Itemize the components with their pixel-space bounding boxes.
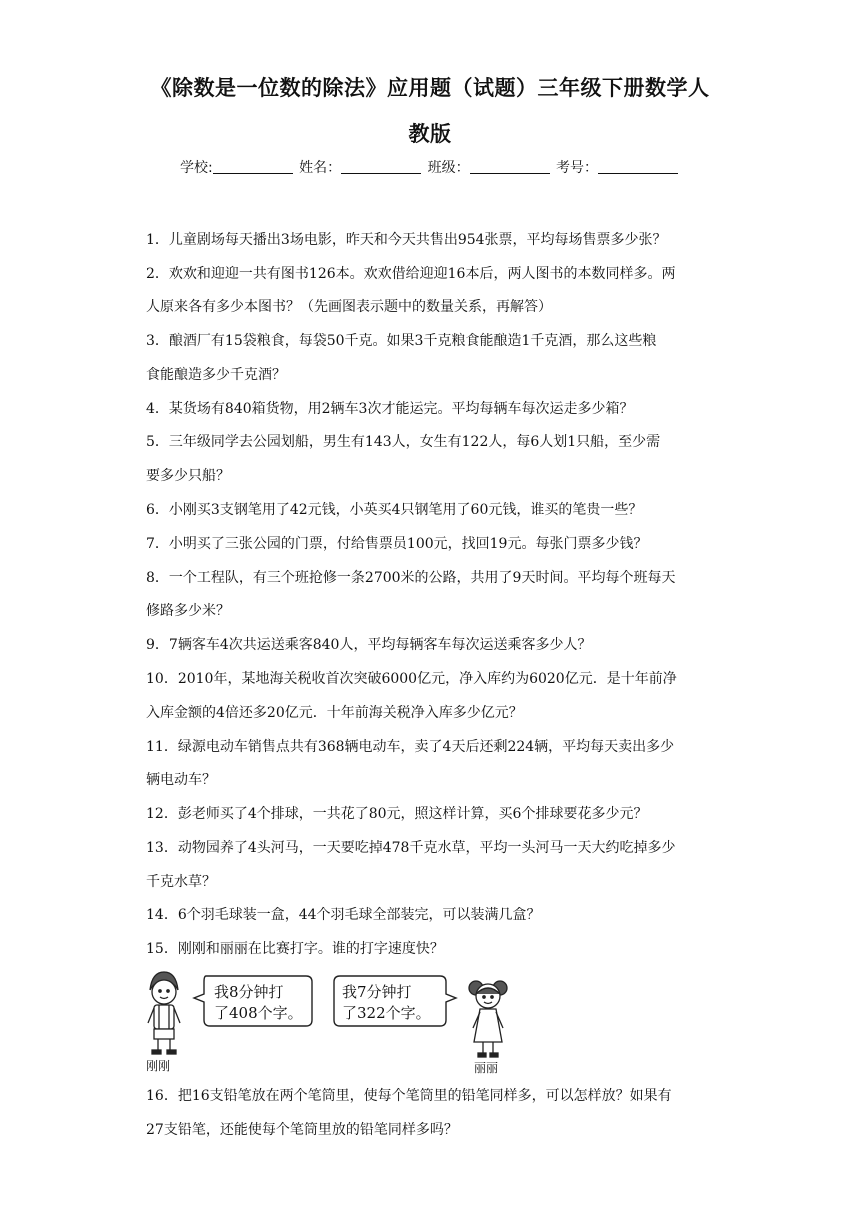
question-line: 9．7辆客车4次共运送乘客840人，平均每辆客车每次运送乘客多少人？ [146, 637, 592, 653]
name-label: 姓名： [299, 160, 342, 176]
question-line: 辆电动车？ [146, 772, 216, 788]
question-line: 13．动物园养了4头河马，一天要吃掉478千克水草，平均一头河马一天大约吃掉多少 [146, 840, 676, 856]
question-line: 3．酿酒厂有15袋粮食，每袋50千克。如果3千克粮食能酿造1千克酒，那么这些粮 [146, 333, 657, 349]
question-line: 7．小明买了三张公园的门票，付给售票员100元，找回19元。每张门票多少钱？ [146, 536, 648, 552]
question-line: 10．2010年，某地海关税收首次突破6000亿元，净入库约为6020亿元．是十年前净 [146, 671, 677, 687]
question-line: 15．刚刚和丽丽在比赛打字。谁的打字速度快？ [146, 941, 444, 957]
question-line: 2．欢欢和迎迎一共有图书126本。欢欢借给迎迎16本后，两人图书的本数同样多。两 [146, 266, 676, 282]
page-title-line1: 《除数是一位数的除法》应用题（试题）三年级下册数学人 [150, 76, 710, 100]
boy-bubble-line1: 我8分钟打 [214, 983, 284, 1001]
question-line: 6．小刚买3支钢笔用了42元钱，小英买4只钢笔用了60元钱，谁买的笔贵一些？ [146, 502, 643, 518]
question-line: 14．6个羽毛球装一盒，44个羽毛球全部装完，可以装满几盒？ [146, 907, 541, 923]
question-line: 要多少只船？ [146, 468, 230, 484]
question-line: 12．彭老师买了4个排球，一共花了80元，照这样计算，买6个排球要花多少元？ [146, 806, 648, 822]
girl-bubble-line2: 了322个字。 [342, 1004, 431, 1022]
question-line: 食能酿造多少千克酒？ [146, 367, 286, 383]
question-line: 入库金额的4倍还多20亿元．十年前海关税净入库多少亿元？ [146, 705, 523, 721]
page-title-line2: 教版 [408, 122, 452, 146]
school-label: 学校: [179, 160, 213, 176]
class-field[interactable] [470, 159, 550, 174]
girl-bubble-line1: 我7分钟打 [342, 983, 412, 1001]
girl-name: 丽丽 [474, 1061, 499, 1075]
typing-race-illustration [140, 968, 520, 1076]
girl-figure [469, 981, 507, 1057]
exam-no-field[interactable] [598, 159, 678, 174]
question-line: 11．绿源电动车销售点共有368辆电动车，卖了4天后还剩224辆，平均每天卖出多少 [146, 739, 675, 755]
question-line: 千克水草？ [146, 874, 216, 890]
question-line: 4．某货场有840箱货物，用2辆车3次才能运完。平均每辆车每次运走多少箱？ [146, 401, 634, 417]
question-line: 27支铅笔，还能使每个笔筒里放的铅笔同样多吗？ [146, 1122, 458, 1138]
question-line: 人原来各有多少本图书？（先画图表示题中的数量关系，再解答） [146, 299, 552, 315]
question-line: 1．儿童剧场每天播出3场电影，昨天和今天共售出954张票，平均每场售票多少张？ [146, 232, 667, 248]
student-info-line [0, 157, 860, 177]
question-line: 5．三年级同学去公园划船，男生有143人，女生有122人，每6人划1只船，至少需 [146, 434, 661, 450]
name-field[interactable] [341, 159, 421, 174]
boy-figure [148, 972, 180, 1054]
exam-no-label: 考号： [556, 160, 599, 176]
question-line: 修路多少米？ [146, 603, 230, 619]
question-line: 16．把16支铅笔放在两个笔筒里，使每个笔筒里的铅笔同样多，可以怎样放？如果有 [146, 1088, 672, 1104]
boy-bubble-line2: 了408个字。 [214, 1004, 303, 1022]
class-label: 班级： [427, 160, 470, 176]
boy-name: 刚刚 [146, 1059, 171, 1073]
school-field[interactable] [213, 159, 293, 174]
question-line: 8．一个工程队，有三个班抢修一条2700米的公路，共用了9天时间。平均每个班每天 [146, 570, 676, 586]
